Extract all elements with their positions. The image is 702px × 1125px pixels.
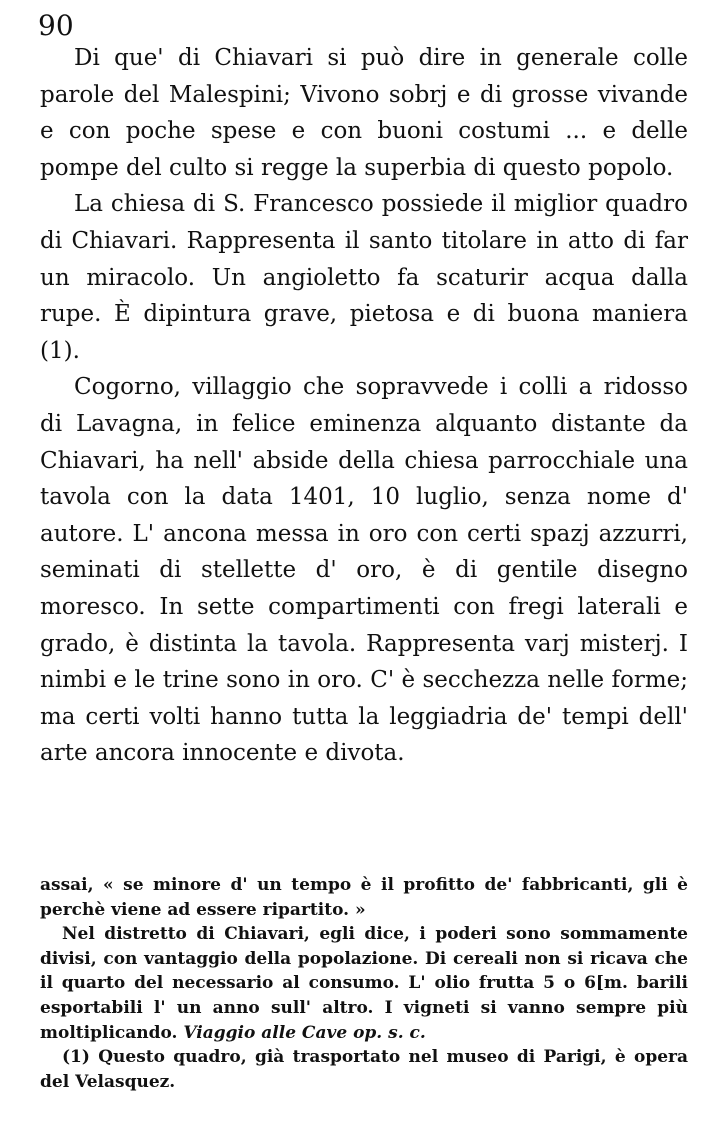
footnote-source: Viaggio alle Cave op. s. c.	[183, 1022, 426, 1043]
paragraph-chiavari: Di que' di Chiavari si può dire in generale colle parole del Malespini; Vivono sobrj e di grosse vivande e con poche spese e con buoni costumi ... e delle pompe del culto si regge la superbia di questo popolo.	[40, 45, 688, 181]
paragraph-san-francesco: La chiesa di S. Francesco possiede il miglior quadro di Chiavari. Rappresenta il santo titolare in atto di far un miracolo. Un angioletto fa scaturir acqua dalla rupe. È dipintura grave, pietosa e di buona maniera (1).	[40, 191, 688, 364]
footnote-chiavari-district	[40, 922, 688, 1045]
main-text	[40, 40, 688, 772]
footnote-continuation: assai, « se minore d' un tempo è il profitto de' fabbricanti, gli è perchè viene ad essere ripartito. »	[40, 875, 688, 920]
page-number: 90	[38, 9, 74, 42]
paragraph-cogorno: Cogorno, villaggio che sopravvede i colli a ridosso di Lavagna, in felice eminenza alquanto distante da Chiavari, ha nell' abside della chiesa parrocchiale una tavola con la data 1401, 10 luglio, senza nome d' autore. L' ancona messa in oro con certi spazj azzurri, seminati di stellette d' oro, è di gentile disegno moresco. In sette compartimenti con fregi laterali e grado, è distinta la tavola. Rappresenta varj misterj. I nimbi e le trine sono in oro. C' è secchezza nelle forme; ma certi volti hanno tutta la leggiadria de' tempi dell' arte ancora innocente e divota.	[40, 374, 688, 767]
footnote-1: (1) Questo quadro, già trasportato nel museo di Parigi, è opera del Velasquez.	[40, 1047, 688, 1092]
footnotes	[40, 873, 688, 1094]
footnote-chiavari-text: Nel distretto di Chiavari, egli dice, i poderi sono sommamente divisi, con vantaggio della popolazione. Di cereali non si ricava che il quarto del necessario al consumo. L' olio frutta 5 o 6[m. barili esportabili l' un anno sull' altro. I vigneti si vanno sempre più moltiplicando.	[40, 924, 688, 1043]
